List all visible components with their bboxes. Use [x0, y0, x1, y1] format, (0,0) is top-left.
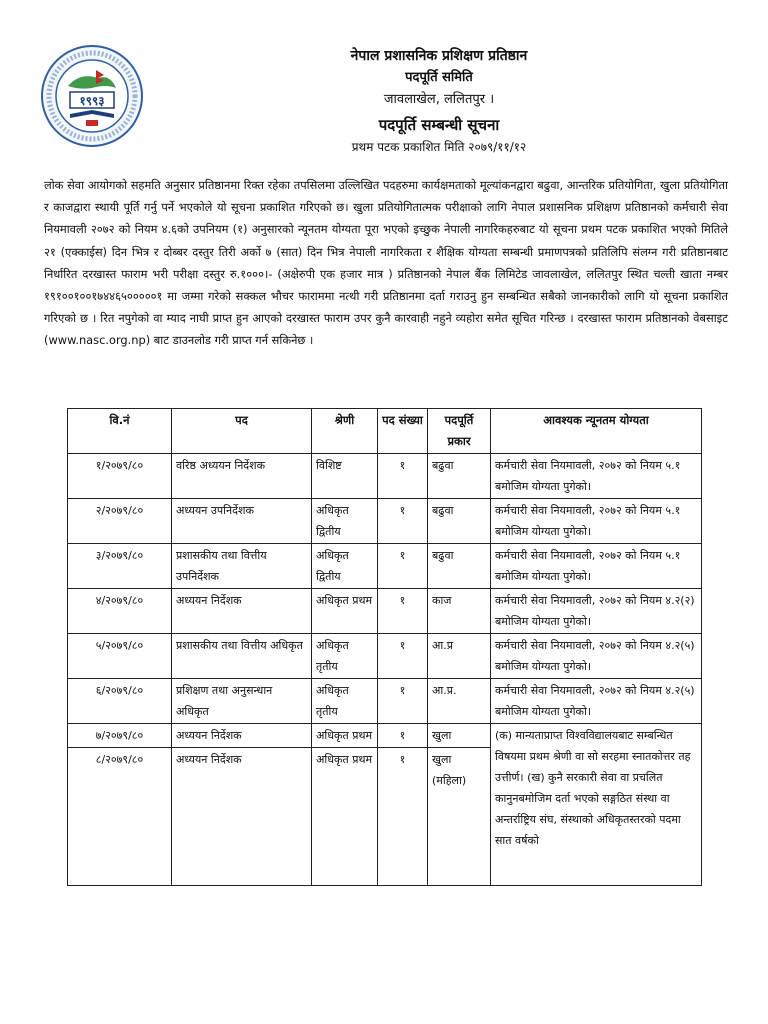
- cell-type: खुला (महिला): [428, 748, 491, 886]
- cell-grade: अधिकृत प्रथम: [312, 589, 378, 634]
- cell-post: प्रशिक्षण तथा अनुसन्धान अधिकृत: [172, 679, 312, 724]
- cell-type: काज: [428, 589, 491, 634]
- cell-count: १: [378, 748, 428, 886]
- cell-type: आ.प्र: [428, 634, 491, 679]
- cell-post: अध्ययन निर्देशक: [172, 748, 312, 886]
- cell-qualification-open: (क) मान्यताप्राप्त विश्वविद्यालयबाट सम्बन्धित विषयमा प्रथम श्रेणी वा सो सरहमा स्नातकोत्तर तह उत्तीर्ण। (ख) कुनै सरकारी सेवा वा प्रचलित कानुनबमोजिम दर्ता भएको सङ्गठित संस्था वा अन्तर्राष्ट्रिय संघ, संस्थाको अधिकृतस्तरको पदमा सात वर्षको: [491, 724, 702, 886]
- table-row: [68, 499, 702, 544]
- institution-logo: [40, 44, 144, 148]
- table-row: [68, 454, 702, 499]
- cell-qualification: कर्मचारी सेवा नियमावली, २०७२ को नियम ४.२(५) बमोजिम योग्यता पुगेको।: [491, 634, 702, 679]
- cell-type: खुला: [428, 724, 491, 748]
- cell-type: बढुवा: [428, 544, 491, 589]
- vacancy-table: [67, 408, 702, 886]
- notice-title: पदपूर्ति सम्बन्धी सूचना: [378, 116, 500, 134]
- cell-sn: ८/२०७९/८०: [68, 748, 172, 886]
- nasc-seal-icon: [40, 44, 144, 148]
- committee-name: पदपूर्ति समिति: [405, 70, 473, 85]
- cell-count: १: [378, 679, 428, 724]
- cell-qualification: कर्मचारी सेवा नियमावली, २०७२ को नियम ५.१ बमोजिम योग्यता पुगेको।: [491, 454, 702, 499]
- cell-grade: अधिकृत तृतीय: [312, 679, 378, 724]
- cell-grade: विशिष्ट: [312, 454, 378, 499]
- cell-sn: ६/२०७९/८०: [68, 679, 172, 724]
- cell-count: १: [378, 499, 428, 544]
- cell-type: बढुवा: [428, 454, 491, 499]
- notice-paragraph: लोक सेवा आयोगको सहमति अनुसार प्रतिष्ठानमा रिक्त रहेका तपसिलमा उल्लिखित पदहरुमा कार्यक्षमताको मूल्यांकनद्वारा बढुवा, आन्तरिक प्रतियोगिता, खुला प्रतियोगिता र काजद्वारा स्थायी पूर्ति गर्नु पर्ने भएकोले यो सूचना प्रकाशित गरिएको छ। खुला प्रतियोगितात्मक परीक्षाको लागि नेपाल प्रशासनिक प्रशिक्षण प्रतिष्ठानको कर्मचारी सेवा नियमावली २०७२ को नियम ४.६को उपनियम (१) अनुसारको न्यूनतम योग्यता पूरा भएको इच्छुक नेपाली नागरिकहरुबाट यो सूचना प्रथम पटक प्रकाशित भएको मितिले २१ (एक्काईस) दिन भित्र र दोब्बर दस्तुर तिरी अर्को ७ (सात) दिन भित्र नेपाली नागरिकता र शैक्षिक योग्यता सम्बन्धी प्रमाणपत्रको प्रतिलिपि संलग्न गरी प्रतिष्ठानबाट निर्धारित दरखास्त फाराम भरी परीक्षा दस्तुर रु.१०००।- (अक्षेरुपी एक हजार मात्र ) प्रतिष्ठानको नेपाल बैंक लिमिटेड जावलाखेल, ललितपुर स्थित चल्ती खाता नम्बर १९१००१००१७४४६५०००००१ मा जम्मा गरेको सक्कल भौचर फाराममा नत्थी गरी प्रतिष्ठानमा दर्ता गराउनु हुन सम्बन्धित सबैको जानकारीको लागि यो सूचना प्रकाशित गरिएको छ । रित नपुगेको वा म्याद नाघी प्राप्त हुन आएको दरखास्त फाराम उपर कुनै कारवाही नहुने व्यहोरा समेत सूचित गरिन्छ । दरखास्त फाराम प्रतिष्ठानको वेबसाइट (www.nasc.org.np) बाट डाउनलोड गरी प्राप्त गर्न सकिनेछ ।: [44, 178, 728, 348]
- col-header-count: पद संख्या: [378, 409, 428, 454]
- cell-sn: १/२०७९/८०: [68, 454, 172, 499]
- cell-qualification: कर्मचारी सेवा नियमावली, २०७२ को नियम ५.१ बमोजिम योग्यता पुगेको।: [491, 544, 702, 589]
- cell-post: अध्ययन उपनिर्देशक: [172, 499, 312, 544]
- cell-count: १: [378, 544, 428, 589]
- published-date: प्रथम पटक प्रकाशित मिति २०७९/११/१२: [351, 140, 527, 154]
- cell-post: अध्ययन निर्देशक: [172, 724, 312, 748]
- col-header-post: पद: [172, 409, 312, 454]
- cell-qualification: कर्मचारी सेवा नियमावली, २०७२ को नियम ४.२(२) बमोजिम योग्यता पुगेको।: [491, 589, 702, 634]
- cell-grade: अधिकृत तृतीय: [312, 634, 378, 679]
- col-header-type: पदपूर्ति प्रकार: [428, 409, 491, 454]
- cell-post: अध्ययन निर्देशक: [172, 589, 312, 634]
- col-header-grade: श्रेणी: [312, 409, 378, 454]
- notice-header: [150, 45, 728, 157]
- cell-grade: अधिकृत द्वितीय: [312, 499, 378, 544]
- cell-post: वरिष्ठ अध्ययन निर्देशक: [172, 454, 312, 499]
- cell-grade: अधिकृत प्रथम: [312, 724, 378, 748]
- cell-sn: ७/२०७९/८०: [68, 724, 172, 748]
- cell-sn: ४/२०७९/८०: [68, 589, 172, 634]
- cell-count: १: [378, 589, 428, 634]
- cell-sn: ५/२०७९/८०: [68, 634, 172, 679]
- table-row: [68, 634, 702, 679]
- cell-count: १: [378, 724, 428, 748]
- table-row: [68, 544, 702, 589]
- organization-name: नेपाल प्रशासनिक प्रशिक्षण प्रतिष्ठान: [350, 48, 528, 64]
- cell-grade: अधिकृत प्रथम: [312, 748, 378, 886]
- table-row: [68, 679, 702, 724]
- col-header-sn: वि.नं: [68, 409, 172, 454]
- cell-post: प्रशासकीय तथा वित्तीय उपनिर्देशक: [172, 544, 312, 589]
- cell-type: बढुवा: [428, 499, 491, 544]
- cell-qualification: कर्मचारी सेवा नियमावली, २०७२ को नियम ५.१ बमोजिम योग्यता पुगेको।: [491, 499, 702, 544]
- svg-text:१९९३: १९९३: [79, 94, 105, 108]
- cell-type: आ.प्र.: [428, 679, 491, 724]
- cell-post: प्रशासकीय तथा वित्तीय अधिकृत: [172, 634, 312, 679]
- table-header-row: [68, 409, 702, 454]
- cell-sn: २/२०७९/८०: [68, 499, 172, 544]
- cell-qualification: कर्मचारी सेवा नियमावली, २०७२ को नियम ४.२(५) बमोजिम योग्यता पुगेको।: [491, 679, 702, 724]
- cell-sn: ३/२०७९/८०: [68, 544, 172, 589]
- cell-count: १: [378, 634, 428, 679]
- table-row: [68, 589, 702, 634]
- cell-grade: अधिकृत द्वितीय: [312, 544, 378, 589]
- address: जावलाखेल, ललितपुर ।: [383, 92, 495, 107]
- table-row: [68, 724, 702, 748]
- col-header-qualification: आवश्यक न्यूनतम योग्यता: [491, 409, 702, 454]
- cell-count: १: [378, 454, 428, 499]
